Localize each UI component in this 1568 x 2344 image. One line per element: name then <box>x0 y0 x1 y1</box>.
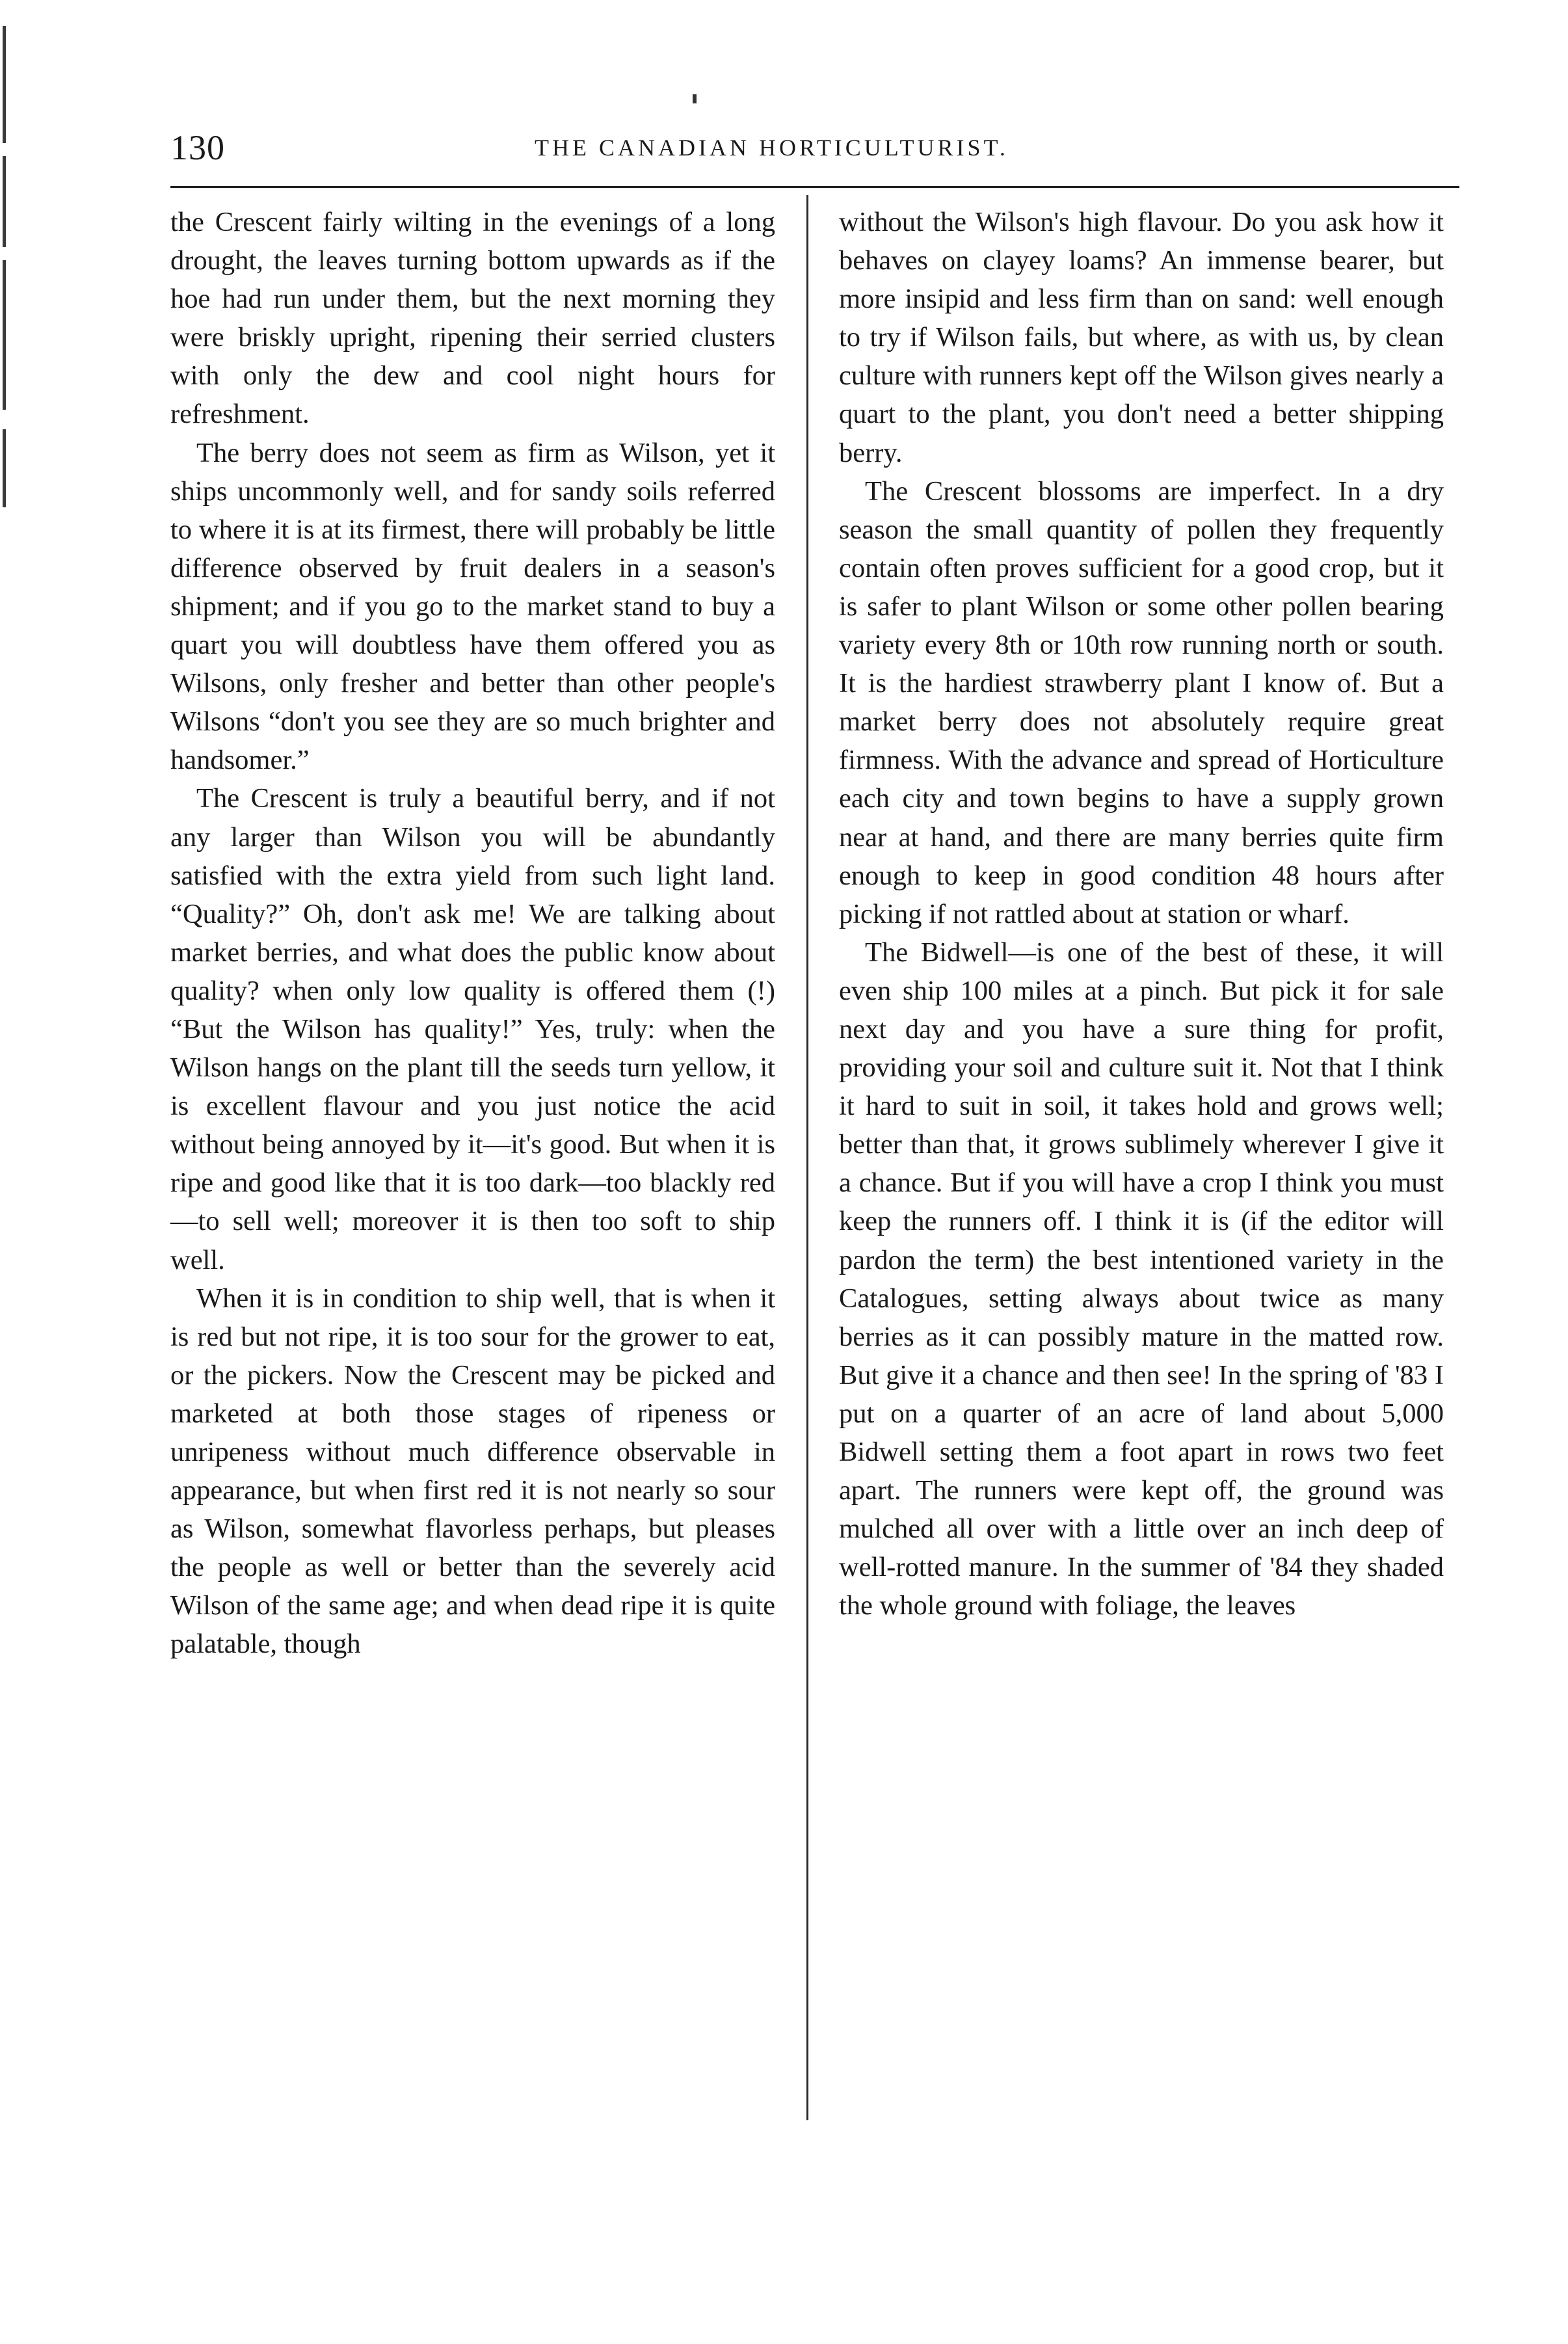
column-divider <box>806 195 808 2120</box>
right-column <box>839 203 1444 2089</box>
paragraph: the Crescent fairly wilting in the evenings of a long drought, the leaves turning bottom upwards as if the hoe had run under them, but the next morning they were briskly upright, ripening their serried clusters with only the dew and cool night hours for refreshment. <box>170 207 775 430</box>
scan-edge-marks <box>0 26 10 520</box>
header-rule <box>170 186 1459 188</box>
left-column <box>170 203 775 2089</box>
paragraph: The Crescent is truly a beautiful berry, and if not any larger than Wilson you will be abundantly satisfied with the extra yield from such light land. “Quality?” Oh, don't ask me! We are talking about market berries, and what does the public know about quality? when only low quality is offered them (!) “But the Wilson has quality!” Yes, truly: when the Wilson hangs on the plant till the seeds turn yellow, it is excellent flavour and you just notice the acid without being annoyed by it—it's good. But when it is ripe and good like that it is too dark—too blackly red—to sell well; moreover it is then too soft to ship well. <box>170 783 775 1275</box>
ink-speck <box>693 94 697 103</box>
paragraph: When it is in condition to ship well, that is when it is red but not ripe, it is too sour for the grower to eat, or the pickers. Now the Crescent may be picked and marketed at both those stages of ripeness or unripeness without much difference observable in appearance, but when first red it is not nearly so sour as Wilson, somewhat flavorless perhaps, but pleases the people as well or better than the severely acid Wilson of the same age; and when dead ripe it is quite palatable, though <box>170 1283 775 1660</box>
page-header <box>170 127 1459 180</box>
page-number: 130 <box>170 128 225 167</box>
running-head: THE CANADIAN HORTICULTURIST. <box>535 135 1009 161</box>
paragraph: The Bidwell—is one of the best of these, it will even ship 100 miles at a pinch. But pick it for sale next day and you have a sure thing for profit, providing your soil and culture suit it. Not that I think it hard to suit in soil, it takes hold and grows well; better than that, it grows sublimely wherever I give it a chance. But if you will have a crop I think you must keep the runners off. I think it is (if the editor will pardon the term) the best intentioned variety in the Catalogues, setting always about twice as many berries as it can possibly mature in the matted row. But give it a chance and then see! In the spring of '83 I put on a quarter of an acre of land about 5,000 Bidwell setting them a foot apart in rows two feet apart. The runners were kept off, the ground was mulched all over with a little over an inch deep of well-rotted manure. In the summer of '84 they shaded the whole ground with foliage, the leaves <box>839 937 1444 1621</box>
paragraph: The berry does not seem as firm as Wilson, yet it ships uncommonly well, and for sandy soils referred to where it is at its firmest, there will probably be little difference observed by fruit dealers in a season's shipment; and if you go to the market stand to buy a quart you will doubtless have them offered you as Wilsons, only fresher and better than other people's Wilsons “don't you see they are so much brighter and handsomer.” <box>170 437 775 776</box>
paragraph: without the Wilson's high flavour. Do you ask how it behaves on clayey loams? An immense bearer, but more insipid and less firm than on sand: well enough to try if Wilson fails, but where, as with us, by clean culture with runners kept off the Wilson gives nearly a quart to the plant, you don't need a better shipping berry. <box>839 207 1444 468</box>
paragraph: The Crescent blossoms are imperfect. In a dry season the small quantity of pollen they frequently contain often proves sufficient for a good crop, but it is safer to plant Wilson or some other pollen bearing variety every 8th or 10th row running north or south. It is the hardiest strawberry plant I know of. But a market berry does not absolutely require great firmness. With the advance and spread of Horticulture each city and town begins to have a supply grown near at hand, and there are many berries quite firm enough to keep in good condition 48 hours after picking if not rattled about at station or wharf. <box>839 475 1444 929</box>
